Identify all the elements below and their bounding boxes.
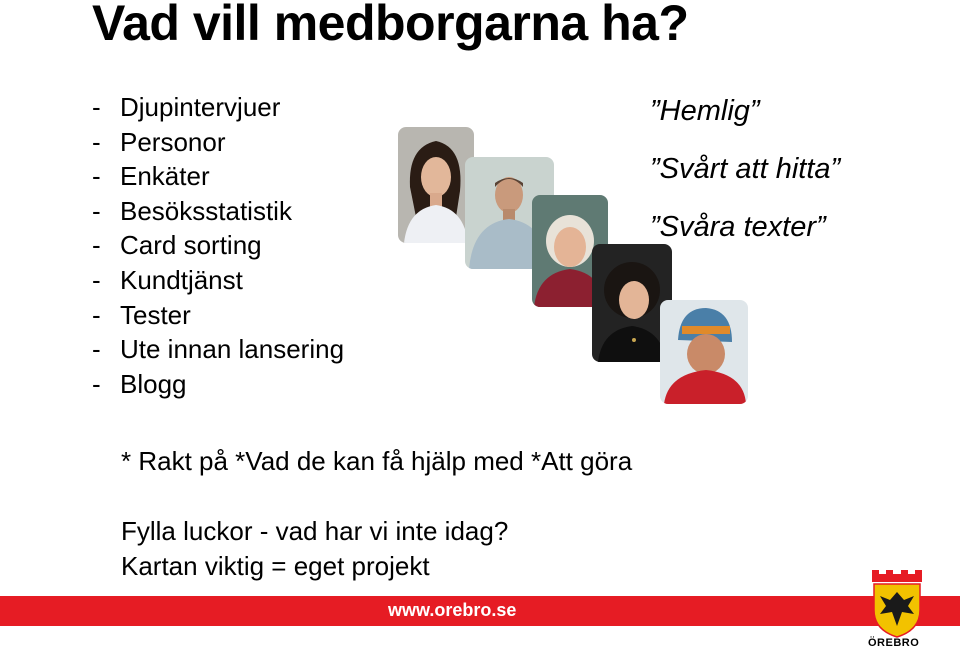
portrait-photo-5 (660, 300, 748, 404)
portrait-photo-1 (398, 127, 474, 243)
methods-list (92, 90, 344, 401)
note-line: Kartan viktig = eget projekt (121, 551, 430, 581)
method-item: - Blogg (92, 368, 187, 399)
method-item: - Tester (92, 299, 191, 330)
method-item: - Kundtjänst (92, 264, 243, 295)
slide-title: Vad vill medborgarna ha? (92, 0, 689, 51)
bullets-line: * Rakt på *Vad de kan få hjälp med *Att göra (121, 446, 633, 476)
method-item: - Enkäter (92, 161, 210, 192)
city-crest-icon (866, 570, 928, 638)
quote-text: ”Hemlig” (650, 95, 760, 127)
method-item: - Ute innan lansering (92, 334, 345, 365)
crest-label: ÖREBRO (868, 637, 920, 649)
method-item: - Besöksstatistik (92, 195, 292, 226)
method-item: - Personor (92, 126, 226, 157)
footer-link[interactable]: www.orebro.se (388, 600, 517, 620)
method-item: - Djupintervjuer (92, 92, 281, 122)
note-line: Fylla luckor - vad har vi inte idag? (121, 516, 509, 546)
method-item: - Card sorting (92, 230, 262, 261)
quote-text: ”Svårt att hitta” (650, 153, 841, 185)
quote-text: ”Svåra texter” (650, 211, 826, 243)
